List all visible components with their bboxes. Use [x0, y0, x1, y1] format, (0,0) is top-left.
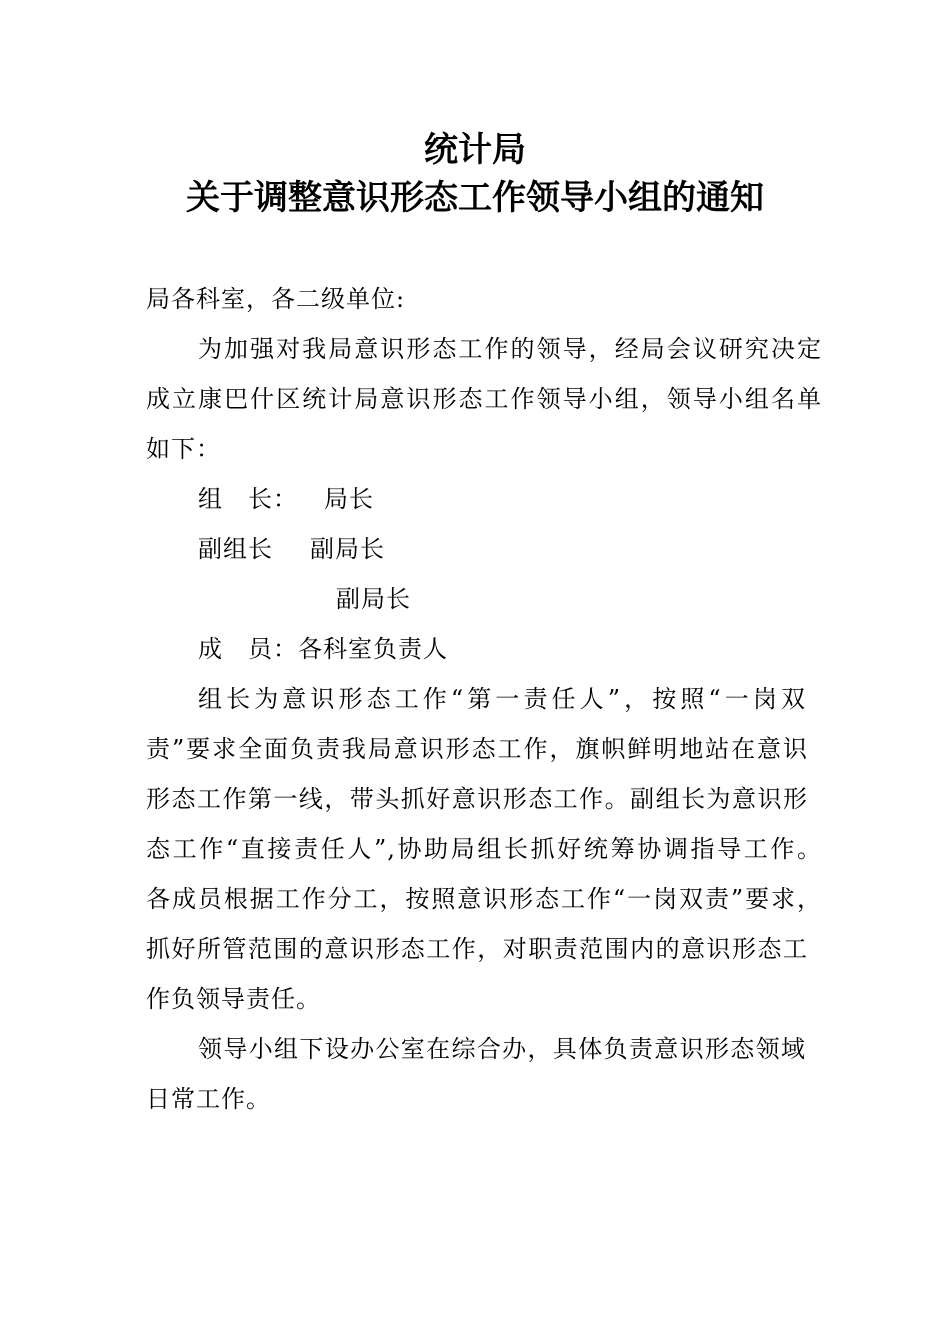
document-title-line-2: 关于调整意识形态工作领导小组的通知: [186, 178, 764, 218]
member-value: 各科室负责人: [298, 635, 448, 663]
para2-line-3: 形态工作第一线，带头抓好意识形态工作。副组长为意识形: [146, 785, 808, 813]
deputy-value-1: 副局长: [310, 535, 385, 563]
deputy-value-2: 副局长: [336, 585, 411, 613]
para2-line-7: 作负领导责任。: [146, 985, 321, 1013]
para1-line-2: 成立康巴什区统计局意识形态工作领导小组，领导小组名单: [146, 385, 822, 413]
para2-line-4: 态工作“直接责任人”,协助局组长抓好统筹协调指导工作。: [146, 835, 822, 863]
salutation: 局各科室，各二级单位:: [146, 285, 406, 313]
para2-line-2: 责”要求全面负责我局意识形态工作，旗帜鲜明地站在意识: [146, 735, 808, 763]
para2-line-6: 抓好所管范围的意识形态工作，对职责范围内的意识形态工: [146, 935, 808, 963]
para3-line-2: 日常工作。: [146, 1085, 271, 1113]
deputy-label: 副组长: [198, 535, 273, 563]
leader-label: 组 长：: [198, 485, 298, 513]
para3-line-1: 领导小组下设办公室在综合办，具体负责意识形态领域: [198, 1035, 806, 1063]
para1-line-1: 为加强对我局意识形态工作的领导，经局会议研究决定: [198, 335, 822, 363]
leader-value: 局长: [324, 485, 374, 513]
para1-line-3: 如下：: [146, 435, 221, 463]
member-label: 成 员：: [198, 635, 298, 663]
para2-line-5: 各成员根据工作分工，按照意识形态工作“一岗双责”要求，: [146, 885, 822, 913]
para2-line-1: 组长为意识形态工作“第一责任人”，按照“一岗双: [198, 685, 806, 713]
document-title-line-1: 统计局: [424, 130, 526, 170]
